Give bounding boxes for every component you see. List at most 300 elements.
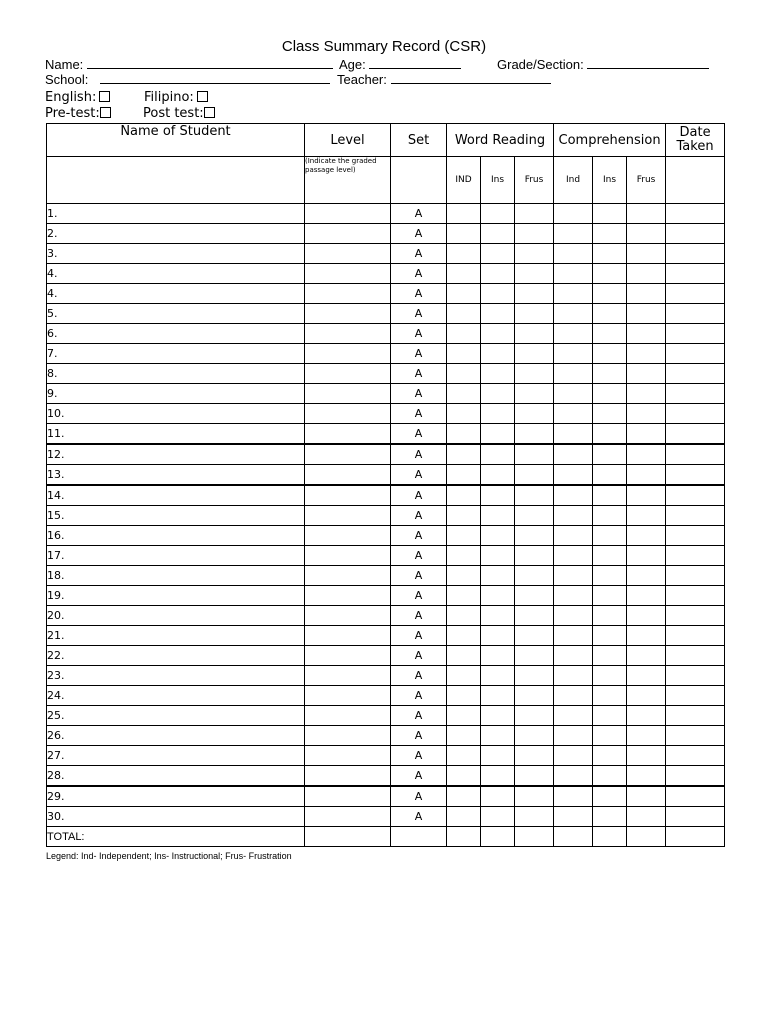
level-cell[interactable] bbox=[305, 244, 391, 264]
date-taken-cell[interactable] bbox=[666, 526, 725, 546]
comp-frus-cell[interactable] bbox=[627, 606, 666, 626]
date-taken-cell[interactable] bbox=[666, 424, 725, 445]
comp-frus-cell[interactable] bbox=[627, 666, 666, 686]
word-frus-cell[interactable] bbox=[515, 404, 554, 424]
word-frus-cell[interactable] bbox=[515, 546, 554, 566]
comp-ins-cell[interactable] bbox=[593, 566, 627, 586]
total-cell[interactable] bbox=[593, 827, 627, 847]
comp-ins-cell[interactable] bbox=[593, 786, 627, 807]
comp-ind-cell[interactable] bbox=[554, 224, 593, 244]
level-cell[interactable] bbox=[305, 304, 391, 324]
comp-ins-cell[interactable] bbox=[593, 244, 627, 264]
comp-frus-cell[interactable] bbox=[627, 566, 666, 586]
word-frus-cell[interactable] bbox=[515, 526, 554, 546]
comp-ins-cell[interactable] bbox=[593, 606, 627, 626]
level-cell[interactable] bbox=[305, 204, 391, 224]
comp-ins-cell[interactable] bbox=[593, 807, 627, 827]
date-taken-cell[interactable] bbox=[666, 566, 725, 586]
date-taken-cell[interactable] bbox=[666, 384, 725, 404]
level-cell[interactable] bbox=[305, 465, 391, 486]
word-ind-cell[interactable] bbox=[447, 807, 481, 827]
word-frus-cell[interactable] bbox=[515, 746, 554, 766]
comp-frus-cell[interactable] bbox=[627, 626, 666, 646]
comp-ind-cell[interactable] bbox=[554, 364, 593, 384]
word-frus-cell[interactable] bbox=[515, 626, 554, 646]
date-taken-cell[interactable] bbox=[666, 766, 725, 787]
comp-ind-cell[interactable] bbox=[554, 204, 593, 224]
posttest-checkbox[interactable] bbox=[204, 107, 215, 118]
word-ind-cell[interactable] bbox=[447, 786, 481, 807]
table-row bbox=[47, 646, 725, 666]
comp-ind-cell[interactable] bbox=[554, 666, 593, 686]
level-cell[interactable] bbox=[305, 526, 391, 546]
comp-frus-cell[interactable] bbox=[627, 807, 666, 827]
date-taken-cell[interactable] bbox=[666, 786, 725, 807]
comp-ind-cell[interactable] bbox=[554, 424, 593, 445]
level-cell[interactable] bbox=[305, 224, 391, 244]
word-ind-cell[interactable] bbox=[447, 364, 481, 384]
date-taken-cell[interactable] bbox=[666, 726, 725, 746]
comp-frus-cell[interactable] bbox=[627, 204, 666, 224]
comp-frus-cell[interactable] bbox=[627, 646, 666, 666]
date-taken-cell[interactable] bbox=[666, 606, 725, 626]
word-ins-cell[interactable] bbox=[481, 766, 515, 787]
word-frus-cell[interactable] bbox=[515, 344, 554, 364]
word-frus-cell[interactable] bbox=[515, 204, 554, 224]
comp-frus-cell[interactable] bbox=[627, 526, 666, 546]
date-taken-cell[interactable] bbox=[666, 807, 725, 827]
word-frus-cell[interactable] bbox=[515, 244, 554, 264]
word-frus-cell[interactable] bbox=[515, 485, 554, 506]
level-cell[interactable] bbox=[305, 766, 391, 787]
date-taken-cell[interactable] bbox=[666, 485, 725, 506]
word-ind-cell[interactable] bbox=[447, 766, 481, 787]
level-cell[interactable] bbox=[305, 424, 391, 445]
comp-frus-cell[interactable] bbox=[627, 404, 666, 424]
table-row bbox=[47, 204, 725, 224]
word-ins-cell[interactable] bbox=[481, 506, 515, 526]
comp-ins-cell[interactable] bbox=[593, 586, 627, 606]
comp-frus-cell[interactable] bbox=[627, 224, 666, 244]
comp-frus-cell[interactable] bbox=[627, 384, 666, 404]
comp-ind-cell[interactable] bbox=[554, 766, 593, 787]
row-number: 14. bbox=[47, 485, 305, 506]
school-field[interactable] bbox=[100, 71, 330, 84]
comp-ins-cell[interactable] bbox=[593, 364, 627, 384]
comp-ind-cell[interactable] bbox=[554, 244, 593, 264]
row-number: 23. bbox=[47, 666, 305, 686]
word-ind-cell[interactable] bbox=[447, 746, 481, 766]
row-number: 7. bbox=[47, 344, 305, 364]
level-cell[interactable] bbox=[305, 364, 391, 384]
date-taken-cell[interactable] bbox=[666, 746, 725, 766]
comp-ins-cell[interactable] bbox=[593, 264, 627, 284]
filipino-checkbox[interactable] bbox=[197, 91, 208, 102]
date-taken-cell[interactable] bbox=[666, 364, 725, 384]
col-date-taken: Date Taken bbox=[666, 124, 725, 157]
comp-frus-cell[interactable] bbox=[627, 686, 666, 706]
word-ins-cell[interactable] bbox=[481, 324, 515, 344]
comp-ind-cell[interactable] bbox=[554, 686, 593, 706]
word-frus-cell[interactable] bbox=[515, 646, 554, 666]
word-ins-cell[interactable] bbox=[481, 746, 515, 766]
age-label: Age: bbox=[339, 57, 366, 72]
word-ind-cell[interactable] bbox=[447, 646, 481, 666]
word-ind-cell[interactable] bbox=[447, 606, 481, 626]
comp-ins-cell[interactable] bbox=[593, 766, 627, 787]
name-field[interactable] bbox=[87, 56, 333, 69]
word-ins-cell[interactable] bbox=[481, 786, 515, 807]
level-cell[interactable] bbox=[305, 626, 391, 646]
comp-ind-cell[interactable] bbox=[554, 344, 593, 364]
word-ins-cell[interactable] bbox=[481, 566, 515, 586]
date-taken-cell[interactable] bbox=[666, 666, 725, 686]
word-ins-cell[interactable] bbox=[481, 204, 515, 224]
name-line bbox=[45, 56, 333, 72]
total-cell[interactable] bbox=[627, 827, 666, 847]
date-taken-cell[interactable] bbox=[666, 404, 725, 424]
word-frus-cell[interactable] bbox=[515, 324, 554, 344]
word-frus-cell[interactable] bbox=[515, 506, 554, 526]
word-ind-cell[interactable] bbox=[447, 666, 481, 686]
level-cell[interactable] bbox=[305, 807, 391, 827]
word-frus-cell[interactable] bbox=[515, 424, 554, 445]
grade-field[interactable] bbox=[587, 56, 709, 69]
table-row bbox=[47, 465, 725, 486]
table-row bbox=[47, 284, 725, 304]
comp-frus-cell[interactable] bbox=[627, 304, 666, 324]
word-frus-cell[interactable] bbox=[515, 726, 554, 746]
word-frus-cell[interactable] bbox=[515, 465, 554, 486]
comp-frus-cell[interactable] bbox=[627, 766, 666, 787]
word-ins-cell[interactable] bbox=[481, 344, 515, 364]
row-number: 4. bbox=[47, 264, 305, 284]
comp-ins-cell[interactable] bbox=[593, 224, 627, 244]
word-ins-cell[interactable] bbox=[481, 666, 515, 686]
level-cell[interactable] bbox=[305, 726, 391, 746]
word-ind-cell[interactable] bbox=[447, 444, 481, 465]
comp-ins-cell[interactable] bbox=[593, 204, 627, 224]
comp-frus-cell[interactable] bbox=[627, 244, 666, 264]
total-cell[interactable] bbox=[666, 827, 725, 847]
word-ind-cell[interactable] bbox=[447, 465, 481, 486]
date-taken-cell[interactable] bbox=[666, 444, 725, 465]
comp-ins-cell[interactable] bbox=[593, 686, 627, 706]
comp-frus-cell[interactable] bbox=[627, 264, 666, 284]
word-ins-cell[interactable] bbox=[481, 364, 515, 384]
comp-frus-cell[interactable] bbox=[627, 506, 666, 526]
word-ins-cell[interactable] bbox=[481, 586, 515, 606]
comp-ind-cell[interactable] bbox=[554, 726, 593, 746]
date-taken-cell[interactable] bbox=[666, 244, 725, 264]
date-taken-cell[interactable] bbox=[666, 304, 725, 324]
date-taken-cell[interactable] bbox=[666, 626, 725, 646]
comp-ins-cell[interactable] bbox=[593, 324, 627, 344]
comp-ins-cell[interactable] bbox=[593, 646, 627, 666]
comp-ins-cell[interactable] bbox=[593, 384, 627, 404]
word-ind-cell[interactable] bbox=[447, 686, 481, 706]
word-ind-cell[interactable] bbox=[447, 284, 481, 304]
date-taken-cell[interactable] bbox=[666, 224, 725, 244]
filipino-option bbox=[144, 90, 208, 105]
word-frus-cell[interactable] bbox=[515, 284, 554, 304]
row-number: 24. bbox=[47, 686, 305, 706]
word-ins-cell[interactable] bbox=[481, 646, 515, 666]
word-ins-cell[interactable] bbox=[481, 807, 515, 827]
word-ind-cell[interactable] bbox=[447, 706, 481, 726]
comp-ind-cell[interactable] bbox=[554, 465, 593, 486]
table-row bbox=[47, 686, 725, 706]
set-cell: A bbox=[391, 284, 447, 304]
word-ind-cell[interactable] bbox=[447, 586, 481, 606]
table-row bbox=[47, 606, 725, 626]
word-frus-cell[interactable] bbox=[515, 666, 554, 686]
comp-frus-cell[interactable] bbox=[627, 324, 666, 344]
comp-ins-cell[interactable] bbox=[593, 546, 627, 566]
row-number: 2. bbox=[47, 224, 305, 244]
word-frus-cell[interactable] bbox=[515, 444, 554, 465]
table-row bbox=[47, 566, 725, 586]
comp-ind-cell[interactable] bbox=[554, 284, 593, 304]
level-cell[interactable] bbox=[305, 404, 391, 424]
date-taken-cell[interactable] bbox=[666, 284, 725, 304]
comp-ins-cell[interactable] bbox=[593, 526, 627, 546]
date-taken-cell[interactable] bbox=[666, 506, 725, 526]
comp-ind-cell[interactable] bbox=[554, 746, 593, 766]
table-row bbox=[47, 304, 725, 324]
comp-frus-cell[interactable] bbox=[627, 706, 666, 726]
word-ind-cell[interactable] bbox=[447, 424, 481, 445]
word-ins-cell[interactable] bbox=[481, 686, 515, 706]
word-ind-cell[interactable] bbox=[447, 304, 481, 324]
word-ind-cell[interactable] bbox=[447, 726, 481, 746]
word-frus-cell[interactable] bbox=[515, 364, 554, 384]
comp-ins-cell[interactable] bbox=[593, 424, 627, 445]
word-ins-cell[interactable] bbox=[481, 264, 515, 284]
word-frus-cell[interactable] bbox=[515, 384, 554, 404]
level-cell[interactable] bbox=[305, 324, 391, 344]
comp-frus-cell[interactable] bbox=[627, 465, 666, 486]
word-ins-cell[interactable] bbox=[481, 304, 515, 324]
class-summary-table bbox=[46, 123, 725, 847]
teacher-field[interactable] bbox=[391, 71, 551, 84]
comp-frus-cell[interactable] bbox=[627, 546, 666, 566]
word-ind-cell[interactable] bbox=[447, 324, 481, 344]
comp-frus-cell[interactable] bbox=[627, 284, 666, 304]
word-ins-cell[interactable] bbox=[481, 606, 515, 626]
comp-ind-cell[interactable] bbox=[554, 566, 593, 586]
comp-ind-cell[interactable] bbox=[554, 586, 593, 606]
level-cell[interactable] bbox=[305, 666, 391, 686]
word-ins-cell[interactable] bbox=[481, 706, 515, 726]
level-cell[interactable] bbox=[305, 546, 391, 566]
comp-ind-cell[interactable] bbox=[554, 404, 593, 424]
comp-ind-cell[interactable] bbox=[554, 706, 593, 726]
comp-ind-cell[interactable] bbox=[554, 324, 593, 344]
comp-ind-cell[interactable] bbox=[554, 485, 593, 506]
comp-ins-cell[interactable] bbox=[593, 706, 627, 726]
date-taken-cell[interactable] bbox=[666, 686, 725, 706]
total-cell[interactable] bbox=[447, 827, 481, 847]
word-frus-cell[interactable] bbox=[515, 264, 554, 284]
comp-frus-cell[interactable] bbox=[627, 485, 666, 506]
level-cell[interactable] bbox=[305, 384, 391, 404]
comp-ins-cell[interactable] bbox=[593, 746, 627, 766]
date-taken-cell[interactable] bbox=[666, 706, 725, 726]
filipino-label: Filipino: bbox=[144, 90, 194, 105]
comp-ind-cell[interactable] bbox=[554, 264, 593, 284]
word-frus-cell[interactable] bbox=[515, 606, 554, 626]
word-frus-cell[interactable] bbox=[515, 807, 554, 827]
total-cell[interactable] bbox=[305, 827, 391, 847]
word-ins-cell[interactable] bbox=[481, 424, 515, 445]
row-number: 13. bbox=[47, 465, 305, 486]
word-ins-cell[interactable] bbox=[481, 444, 515, 465]
level-cell[interactable] bbox=[305, 344, 391, 364]
comp-frus-cell[interactable] bbox=[627, 444, 666, 465]
comp-ind-cell[interactable] bbox=[554, 807, 593, 827]
comp-ins-cell[interactable] bbox=[593, 444, 627, 465]
comp-ind-cell[interactable] bbox=[554, 606, 593, 626]
name-label: Name: bbox=[45, 57, 84, 72]
comp-frus-cell[interactable] bbox=[627, 726, 666, 746]
comp-ind-cell[interactable] bbox=[554, 786, 593, 807]
word-ins-cell[interactable] bbox=[481, 526, 515, 546]
row-number: 1. bbox=[47, 204, 305, 224]
word-ind-cell[interactable] bbox=[447, 404, 481, 424]
level-cell[interactable] bbox=[305, 485, 391, 506]
set-cell: A bbox=[391, 424, 447, 445]
comp-ins-cell[interactable] bbox=[593, 626, 627, 646]
word-ins-cell[interactable] bbox=[481, 284, 515, 304]
word-ind-cell[interactable] bbox=[447, 264, 481, 284]
word-ins-cell[interactable] bbox=[481, 404, 515, 424]
comp-ind-cell[interactable] bbox=[554, 526, 593, 546]
row-number: 3. bbox=[47, 244, 305, 264]
word-frus-cell[interactable] bbox=[515, 586, 554, 606]
comp-frus-cell[interactable] bbox=[627, 786, 666, 807]
date-taken-cell[interactable] bbox=[666, 586, 725, 606]
comp-frus-cell[interactable] bbox=[627, 746, 666, 766]
pretest-checkbox[interactable] bbox=[100, 107, 111, 118]
level-cell[interactable] bbox=[305, 686, 391, 706]
comp-ins-cell[interactable] bbox=[593, 284, 627, 304]
level-cell[interactable] bbox=[305, 706, 391, 726]
set-cell: A bbox=[391, 546, 447, 566]
comp-ins-cell[interactable] bbox=[593, 726, 627, 746]
word-ind-cell[interactable] bbox=[447, 626, 481, 646]
comp-ind-cell[interactable] bbox=[554, 304, 593, 324]
comp-frus-cell[interactable] bbox=[627, 364, 666, 384]
word-frus-cell[interactable] bbox=[515, 706, 554, 726]
set-cell: A bbox=[391, 526, 447, 546]
word-ind-cell[interactable] bbox=[447, 526, 481, 546]
word-frus-cell[interactable] bbox=[515, 304, 554, 324]
comp-ins-cell[interactable] bbox=[593, 465, 627, 486]
word-ind-cell[interactable] bbox=[447, 546, 481, 566]
level-cell[interactable] bbox=[305, 264, 391, 284]
word-ind-cell[interactable] bbox=[447, 384, 481, 404]
word-frus-cell[interactable] bbox=[515, 786, 554, 807]
word-ins-cell[interactable] bbox=[481, 224, 515, 244]
age-field[interactable] bbox=[369, 56, 461, 69]
english-checkbox[interactable] bbox=[99, 91, 110, 102]
level-cell[interactable] bbox=[305, 444, 391, 465]
date-taken-cell[interactable] bbox=[666, 324, 725, 344]
word-frus-cell[interactable] bbox=[515, 566, 554, 586]
level-cell[interactable] bbox=[305, 646, 391, 666]
word-frus-cell[interactable] bbox=[515, 686, 554, 706]
total-cell[interactable] bbox=[391, 827, 447, 847]
english-option bbox=[45, 90, 110, 105]
word-ind-cell[interactable] bbox=[447, 204, 481, 224]
comp-frus-cell[interactable] bbox=[627, 424, 666, 445]
word-ins-cell[interactable] bbox=[481, 384, 515, 404]
row-number: 15. bbox=[47, 506, 305, 526]
word-ins-cell[interactable] bbox=[481, 726, 515, 746]
word-ins-cell[interactable] bbox=[481, 546, 515, 566]
level-cell[interactable] bbox=[305, 284, 391, 304]
comp-ind-cell[interactable] bbox=[554, 444, 593, 465]
word-frus-cell[interactable] bbox=[515, 766, 554, 787]
comp-ind-cell[interactable] bbox=[554, 384, 593, 404]
comp-ins-cell[interactable] bbox=[593, 404, 627, 424]
comp-ins-cell[interactable] bbox=[593, 485, 627, 506]
word-ind-cell[interactable] bbox=[447, 344, 481, 364]
student-rows bbox=[47, 204, 725, 827]
word-ind-cell[interactable] bbox=[447, 506, 481, 526]
comp-ins-cell[interactable] bbox=[593, 666, 627, 686]
level-cell[interactable] bbox=[305, 746, 391, 766]
comp-frus-cell[interactable] bbox=[627, 586, 666, 606]
word-ins-cell[interactable] bbox=[481, 465, 515, 486]
level-cell[interactable] bbox=[305, 786, 391, 807]
comp-ind-cell[interactable] bbox=[554, 506, 593, 526]
date-taken-cell[interactable] bbox=[666, 546, 725, 566]
level-cell[interactable] bbox=[305, 586, 391, 606]
total-cell[interactable] bbox=[515, 827, 554, 847]
total-cell[interactable] bbox=[481, 827, 515, 847]
total-cell[interactable] bbox=[554, 827, 593, 847]
word-ins-cell[interactable] bbox=[481, 626, 515, 646]
comp-ind-cell[interactable] bbox=[554, 546, 593, 566]
word-ind-cell[interactable] bbox=[447, 224, 481, 244]
word-ind-cell[interactable] bbox=[447, 244, 481, 264]
date-taken-cell[interactable] bbox=[666, 204, 725, 224]
row-number: 5. bbox=[47, 304, 305, 324]
level-cell[interactable] bbox=[305, 506, 391, 526]
word-ins-cell[interactable] bbox=[481, 244, 515, 264]
word-ind-cell[interactable] bbox=[447, 566, 481, 586]
comp-ind-cell[interactable] bbox=[554, 646, 593, 666]
word-frus-cell[interactable] bbox=[515, 224, 554, 244]
comp-ins-cell[interactable] bbox=[593, 304, 627, 324]
table-row bbox=[47, 244, 725, 264]
level-cell[interactable] bbox=[305, 606, 391, 626]
date-taken-cell[interactable] bbox=[666, 646, 725, 666]
date-taken-cell[interactable] bbox=[666, 264, 725, 284]
comp-ins-cell[interactable] bbox=[593, 506, 627, 526]
row-number: 12. bbox=[47, 444, 305, 465]
date-taken-cell[interactable] bbox=[666, 344, 725, 364]
comp-ins-cell[interactable] bbox=[593, 344, 627, 364]
comp-ind-cell[interactable] bbox=[554, 626, 593, 646]
word-ind-cell[interactable] bbox=[447, 485, 481, 506]
date-taken-cell[interactable] bbox=[666, 465, 725, 486]
comp-frus-cell[interactable] bbox=[627, 344, 666, 364]
level-cell[interactable] bbox=[305, 566, 391, 586]
word-ins-cell[interactable] bbox=[481, 485, 515, 506]
